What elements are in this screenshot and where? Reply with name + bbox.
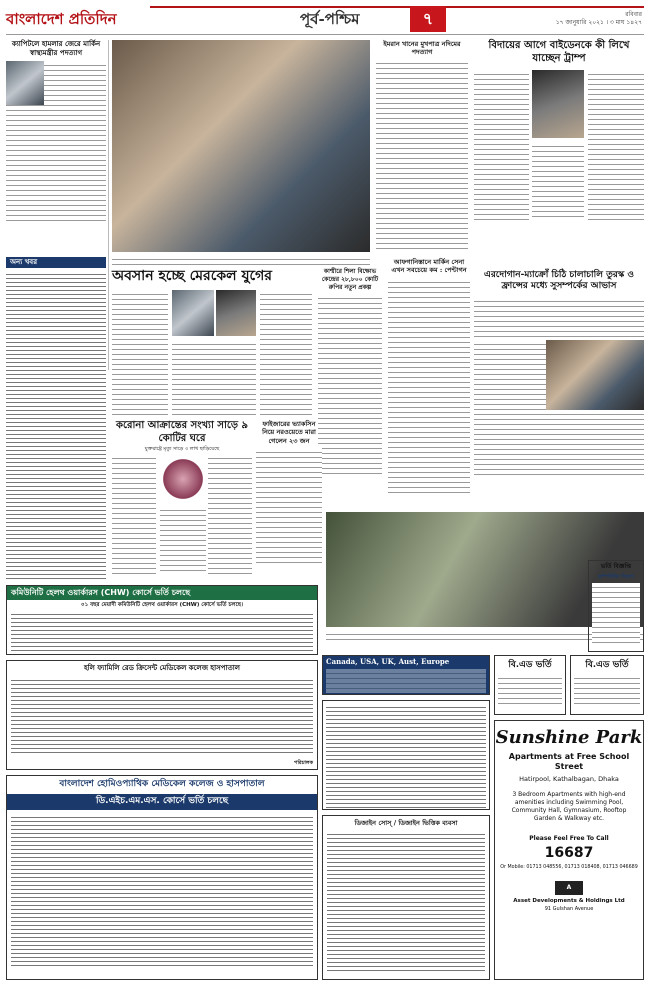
ad-sunshine-loc: Hatirpool, Kathalbagan, Dhaka [519, 774, 619, 783]
story-erdogan-photo [546, 340, 644, 410]
ad-sunshine-mobile: Or Mobile: 01713 048556, 01713 018408, 01713 046689 [500, 865, 638, 871]
ad-chw-sub: ০১ বছর মেয়াদী কমিউনিটি হেলথ ওয়ার্কারস (CHW) কোর্সে ভর্তি চলছে। [81, 602, 243, 608]
masthead-logo: বাংলাদেশ প্রতিদিন [6, 10, 117, 28]
issue-date: রবিবার ১৭ জানুয়ারি ২০২১ । ৩ মাঘ ১৪২৭ [555, 11, 642, 26]
story-trump-headline: বিদায়ের আগে বাইডেনকে কী লিখে যাচ্ছেন ট্রাম্প [488, 40, 630, 64]
story-kashmir [318, 268, 382, 488]
ad-canada-body [326, 669, 486, 693]
ad-table-grid [326, 704, 486, 808]
story-surgeon-photo [6, 61, 44, 105]
story-surgeon [6, 40, 106, 250]
ad-homeo [6, 775, 318, 980]
story-merkel-body [112, 290, 168, 415]
ad-chw-body [11, 611, 313, 651]
ad-digital-body [327, 831, 485, 971]
ad-bed-1 [494, 655, 566, 715]
story-corona-body [112, 454, 156, 574]
ad-bed-1-title: বি.এড ভর্তি [508, 660, 552, 670]
story-kashmir-body [318, 294, 382, 474]
ad-bed-2 [570, 655, 644, 715]
story-merkel-headline: অবসান হচ্ছে মেরকেল যুগের [112, 268, 273, 284]
ad-sunshine-sub: Apartments at Free School Street [508, 751, 630, 771]
ad-hospital-sig: পরিচালক [294, 759, 313, 766]
ad-homeo-title: বাংলাদেশ হোমিওপ্যাথিক মেডিকেল কলেজ ও হাসপাতাল [59, 779, 265, 789]
story-trump-body-3 [532, 142, 584, 220]
ad-homeo-body [11, 814, 313, 969]
ad-sunshine-desc: 3 Bedroom Apartments with high-end amenities including Swimming Pool, Community Hall, Gymnasium, Rooftop Garden & Walkway etc. [511, 791, 627, 823]
story-corona [112, 420, 252, 580]
sidebar-other-news [6, 257, 106, 575]
story-kashmir-headline: কাশ্মীরে শিলা বিক্ষোভ কেন্দ্রের ২৮,৮০০ কোটি রুপির নতুন প্রকল্প [321, 268, 379, 291]
story-trump-body-2 [588, 70, 644, 220]
ad-sunshine-title: Sunshine Park [495, 727, 643, 748]
ad-bed-2-body [574, 674, 640, 704]
story-erdogan-body [474, 297, 644, 337]
ad-chw [6, 585, 318, 655]
story-pfizer-headline: ফাইজারের ভ্যাকসিন নিয়ে নরওয়েতে মারা গেলেন ২৩ জন [262, 420, 316, 445]
ad-sunshine-phone: 16687 [544, 844, 594, 861]
story-trump [474, 40, 644, 270]
story-merkel [112, 268, 312, 418]
ad-canada-title: Canada, USA, UK, Aust, Europe [326, 657, 450, 666]
ad-sunshine-addr: 91 Gulshan Avenue [544, 906, 594, 913]
section-title: পূর্ব-পশ্চিম [300, 10, 360, 28]
story-troops-headline: আফগানিস্তানে মার্কিন সেনা এখন সবচেয়ে কম : পেন্টাগন [391, 258, 467, 275]
ad-bed-1-body [498, 674, 562, 704]
story-pfizer-body [256, 448, 322, 566]
story-erdogan-headline: এরদোগান-ম্যাক্রোঁ চিঠি চালাচালি তুরস্ক ও ফ্রান্সের মধ্যে সুসম্পর্কের আভাস [483, 270, 635, 292]
ad-hospital-body [11, 677, 313, 755]
ad-sunshine-company: Asset Developments & Holdings Ltd [513, 898, 625, 905]
ad-computer-title: কম্পিউটার বিভাগ [598, 573, 634, 580]
story-trump-photo [532, 70, 584, 138]
sidebar-title: অন্য খবর [6, 257, 106, 268]
ad-notice-title: ভর্তি বিজ্ঞপ্তি [600, 563, 632, 570]
story-erdogan [474, 270, 644, 510]
virus-illustration [160, 456, 206, 502]
asset-logo: A [555, 881, 583, 895]
story-imran [376, 40, 468, 252]
ad-canada [322, 655, 490, 695]
story-corona-headline: করোনা আক্রান্তের সংখ্যা সাড়ে ৯ কোটির ঘরে [116, 420, 248, 444]
ad-sunshine [494, 720, 644, 980]
ad-hospital [6, 660, 318, 770]
ad-sunshine-call: Please Feel Free To Call [529, 835, 609, 843]
col-rule [108, 40, 109, 370]
story-trump-body [474, 70, 529, 220]
merkel-photo [172, 290, 214, 336]
ad-homeo-course: ডি.এইচ.এম.এস. কোর্সে ভর্তি চলছে [7, 794, 317, 809]
merkel-photo-2 [216, 290, 256, 336]
ad-notice-body [592, 583, 640, 643]
story-corona-sub: যুক্তরাষ্ট্রে মৃত্যু সাড়ে ৩ লাখ ছাড়িয়েছে [144, 446, 220, 452]
ad-notice-box [588, 560, 644, 652]
story-imran-headline: ইমরান খানের মুখপাত্র নদিমের পদত্যাগ [383, 40, 461, 57]
story-corona-body-2 [208, 454, 252, 574]
ad-digital [322, 815, 490, 980]
ad-hospital-title: হলি ফ্যামিলি রেড ক্রিসেন্ট মেডিকেল কলেজ হাসপাতাল [83, 663, 241, 672]
story-pfizer [256, 420, 322, 580]
story-surgeon-headline: ক্যাপিটলে হামলার জেরে মার্কিন স্বাস্থ্যমন্ত্রীর পদত্যাগ [11, 39, 101, 57]
story-us-troops [388, 258, 470, 508]
story-merkel-body-3 [260, 290, 312, 415]
story-corona-body-3 [160, 506, 206, 574]
ad-table [322, 700, 490, 810]
story-merkel-body-2 [172, 340, 256, 415]
ad-chw-title: কমিউনিটি হেলথ ওয়ার্কারস (CHW) কোর্সে ভর্তি চলছে [7, 586, 317, 600]
header-rule [6, 34, 644, 35]
sidebar-body [6, 271, 106, 581]
story-imran-body [376, 59, 468, 249]
page-number: ৭ [410, 6, 446, 32]
ad-bed-2-title: বি.এড ভর্তি [585, 660, 629, 670]
main-photo [112, 40, 370, 252]
story-troops-body [388, 278, 470, 493]
main-photo-caption-lines [112, 255, 370, 265]
ad-digital-title: ডিজাইন সোস্‌ / ডিজাইন ভিত্তিক ব্যবসা [354, 819, 458, 827]
